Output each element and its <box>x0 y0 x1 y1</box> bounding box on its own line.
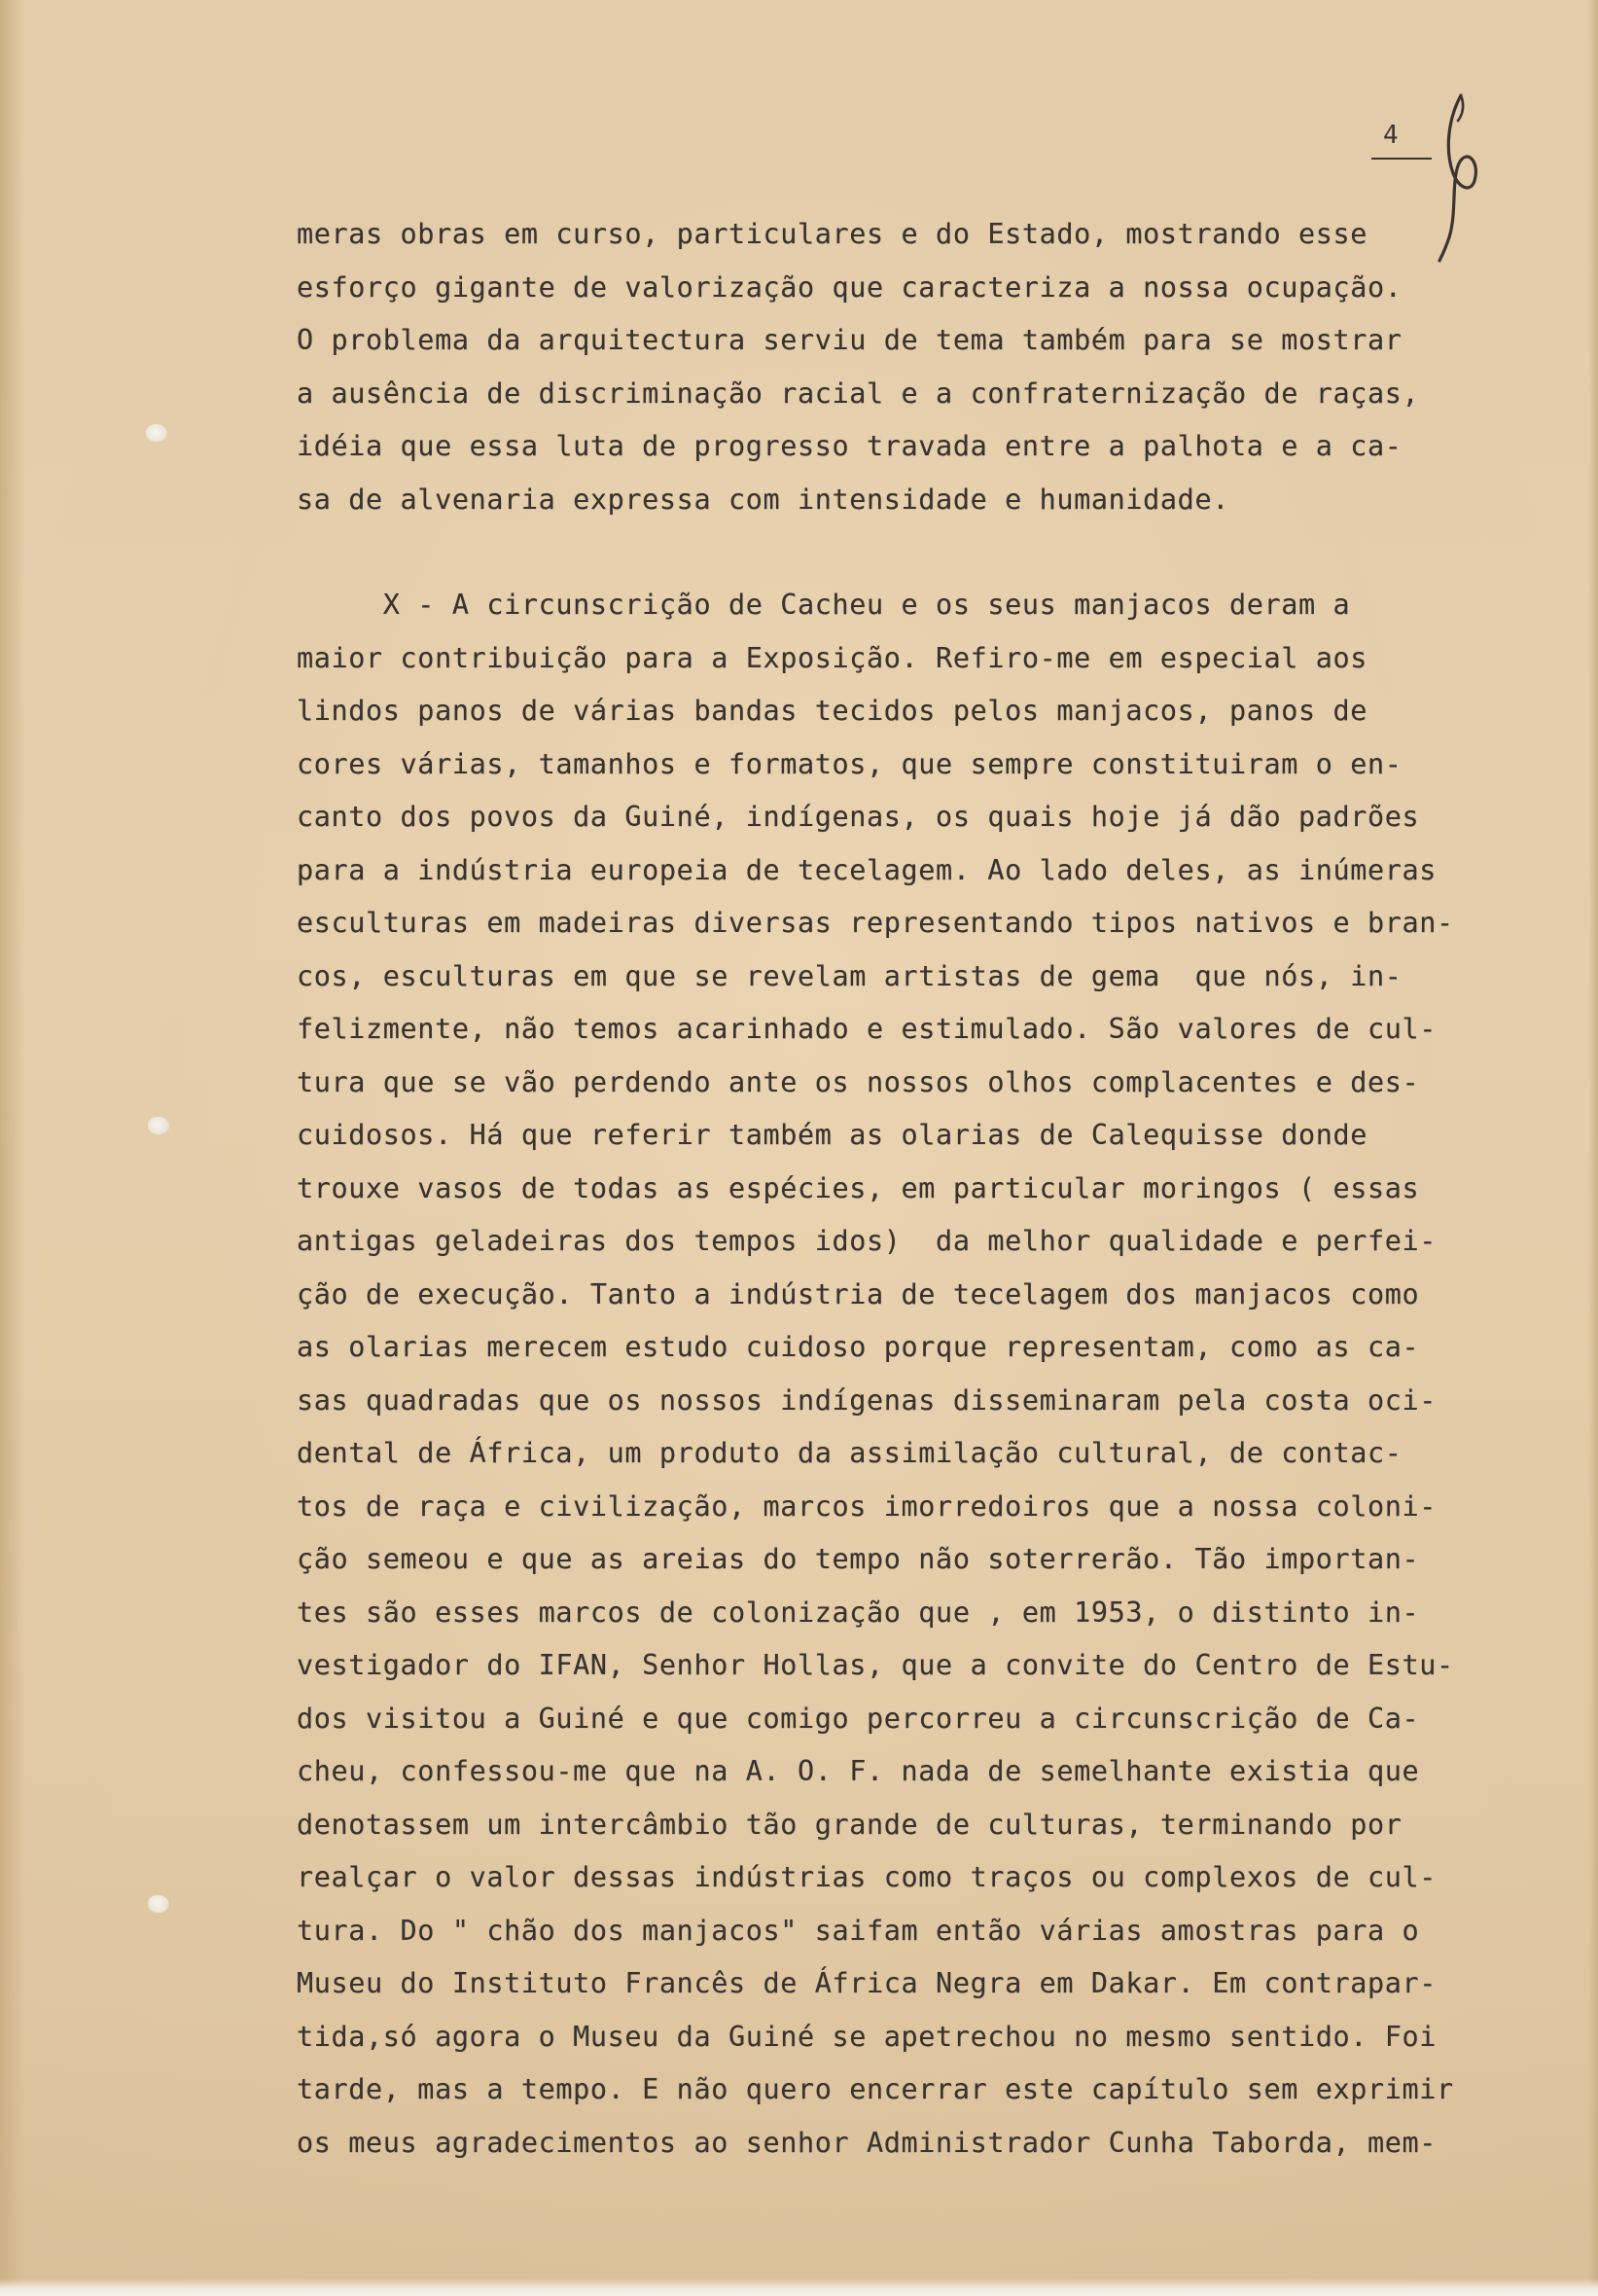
punch-hole-mark <box>146 424 167 442</box>
text-line: tarde, mas a tempo. E não quero encerrar este capítulo sem exprimir <box>297 2073 1454 2105</box>
text-line: cheu, confessou-me que na A. O. F. nada de semelhante existia que <box>297 1755 1420 1787</box>
page-number: 4 <box>1383 121 1399 150</box>
text-line: meras obras em curso, particulares e do Estado, mostrando esse <box>297 218 1368 250</box>
text-line: dental de África, um produto da assimilação cultural, de contac- <box>297 1437 1403 1469</box>
text-line: a ausência de discriminação racial e a confraternização de raças, <box>297 377 1420 410</box>
text-line: esculturas em madeiras diversas representando tipos nativos e bran- <box>297 907 1454 939</box>
punch-hole-mark <box>148 1895 169 1913</box>
text-line: trouxe vasos de todas as espécies, em particular moringos ( essas <box>297 1171 1420 1204</box>
text-line: cos, esculturas em que se revelam artistas de gema que nós, in- <box>297 959 1403 992</box>
text-line: ção semeou e que as areias do tempo não soterrerão. Tão importan- <box>297 1543 1420 1575</box>
page-number-underline <box>1371 158 1432 160</box>
body-text <box>297 208 1580 2170</box>
text-line: realçar o valor dessas indústrias como traços ou complexos de cul- <box>297 1861 1438 1893</box>
paragraph-gap <box>297 526 1580 579</box>
text-line: vestigador do IFAN, Senhor Hollas, que a convite do Centro de Estu- <box>297 1649 1454 1681</box>
paragraph-2 <box>297 579 1580 2170</box>
text-line: tos de raça e civilização, marcos imorredoiros que a nossa coloni- <box>297 1489 1438 1523</box>
text-line: maior contribuição para a Exposição. Refiro-me em especial aos <box>297 641 1368 674</box>
text-line: lindos panos de várias bandas tecidos pelos manjacos, panos de <box>297 695 1368 727</box>
paper-left-edge-shadow <box>0 0 25 2296</box>
text-line: denotassem um intercâmbio tão grande de culturas, terminando por <box>297 1808 1403 1841</box>
paragraph-1 <box>297 208 1580 526</box>
text-line: esforço gigante de valorização que caracteriza a nossa ocupação. <box>297 270 1403 304</box>
text-line: idéia que essa luta de progresso travada entre a palhota e a ca- <box>297 430 1403 462</box>
text-line: dos visitou a Guiné e que comigo percorreu a circunscrição de Ca- <box>297 1702 1420 1735</box>
text-line: antigas geladeiras dos tempos idos) da melhor qualidade e perfei- <box>297 1225 1438 1257</box>
text-line: tura que se vão perdendo ante os nossos olhos complacentes e des- <box>297 1065 1420 1098</box>
text-line: Museu do Instituto Francês de África Negra em Dakar. Em contrapar- <box>297 1967 1438 1999</box>
text-line: cores várias, tamanhos e formatos, que sempre constituiram o en- <box>297 747 1403 780</box>
text-line: sa de alvenaria expressa com intensidade e humanidade. <box>297 483 1229 516</box>
text-line: ção de execução. Tanto a indústria de tecelagem dos manjacos como <box>297 1277 1420 1310</box>
text-line: sas quadradas que os nossos indígenas disseminaram pela costa oci- <box>297 1383 1438 1417</box>
paper-right-edge-shadow <box>1588 0 1598 2296</box>
text-line: felizmente, não temos acarinhado e estimulado. São valores de cul- <box>297 1013 1438 1045</box>
text-line: O problema da arquitectura serviu de tema também para se mostrar <box>297 324 1403 356</box>
text-line: as olarias merecem estudo cuidoso porque representam, como as ca- <box>297 1331 1420 1363</box>
text-line: tida,só agora o Museu da Guiné se apetrechou no mesmo sentido. Foi <box>297 2020 1438 2053</box>
text-line: os meus agradecimentos ao senhor Administrador Cunha Taborda, mem- <box>297 2126 1438 2159</box>
text-line: cuidosos. Há que referir também as olarias de Calequisse donde <box>297 1119 1368 1151</box>
text-line: tes são esses marcos de colonização que , em 1953, o distinto in- <box>297 1596 1420 1629</box>
punch-hole-mark <box>148 1117 169 1134</box>
text-line: X - A circunscrição de Cacheu e os seus manjacos deram a <box>297 589 1351 621</box>
text-line: para a indústria europeia de tecelagem. Ao lado deles, as inúmeras <box>297 853 1438 886</box>
text-line: tura. Do " chão dos manjacos" saifam então várias amostras para o <box>297 1914 1420 1947</box>
paper-bottom-edge <box>0 2278 1598 2296</box>
text-line: canto dos povos da Guiné, indígenas, os quais hoje já dão padrões <box>297 801 1420 833</box>
